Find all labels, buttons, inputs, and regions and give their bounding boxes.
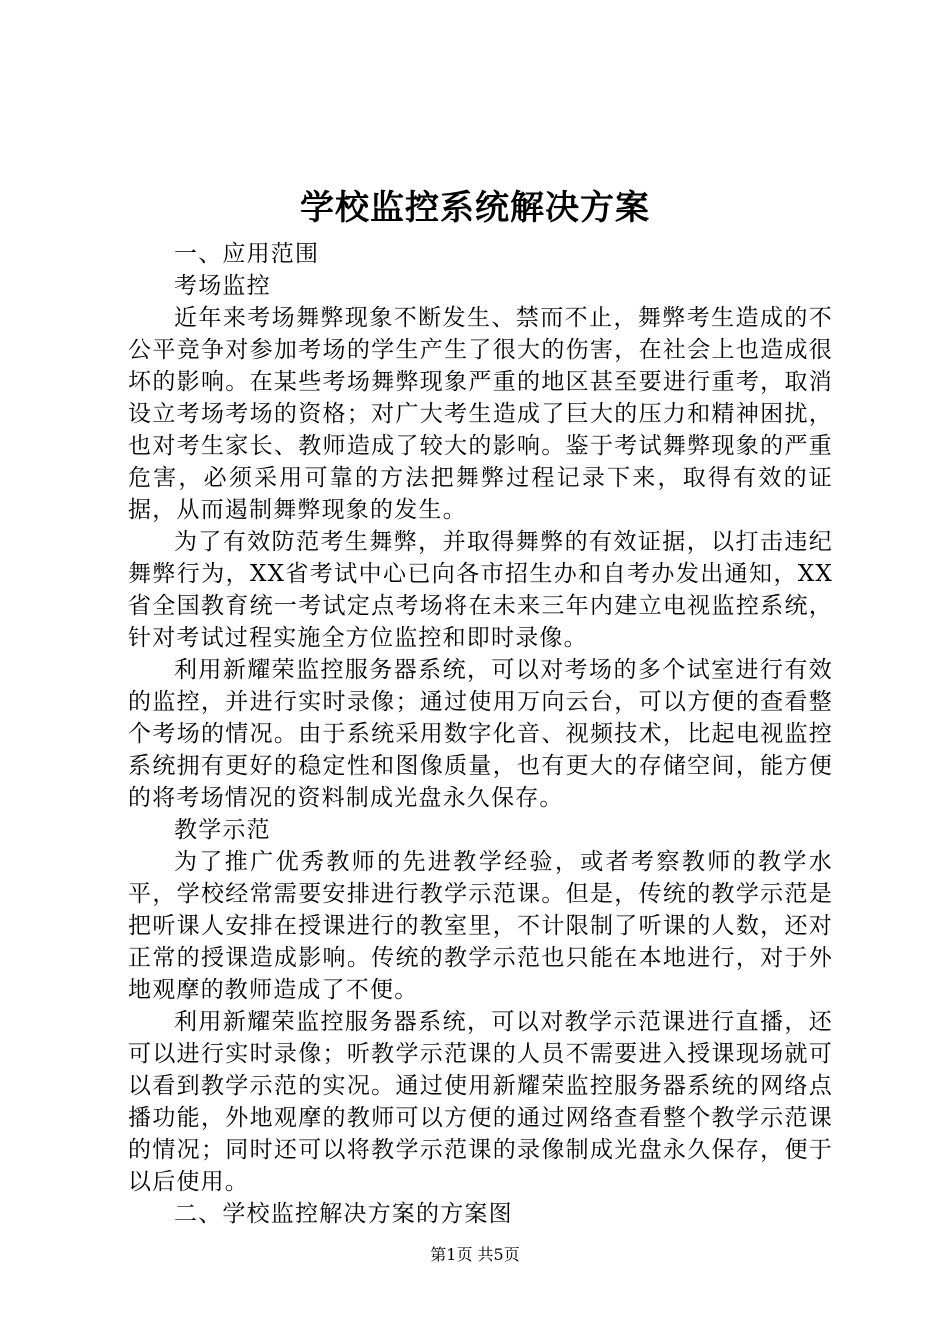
document-body: [128, 238, 833, 1230]
page-number-footer: 第1页 共5页: [430, 1245, 520, 1264]
document-title: 学校监控系统解决方案: [300, 188, 650, 228]
section-heading-solution-diagram: 二、学校监控解决方案的方案图: [174, 1201, 513, 1227]
subheading-exam-monitoring: 考场监控: [174, 273, 271, 299]
subheading-teaching-demo: 教学示范: [174, 817, 271, 843]
paragraph-teaching-demo-intro: 为了推广优秀教师的先进教学经验，或者考察教师的教学水平，学校经常需要安排进行教学示范课。但是，传统的教学示范是把听课人安排在授课进行的教室里，不计限制了听课的人数，还对正常的授课造成影响。传统的教学示范也只能在本地进行，对于外地观摩的教师造成了不便。: [128, 849, 833, 1003]
section-heading-scope: 一、应用范围: [174, 241, 320, 267]
paragraph-exam-server-system: 利用新耀荣监控服务器系统，可以对考场的多个试室进行有效的监控，并进行实时录像；通过使用万向云台，可以方便的查看整个考场的情况。由于系统采用数字化音、视频技术，比起电视监控系统拥有更好的稳定性和图像质量，也有更大的存储空间，能方便的将考场情况的资料制成光盘永久保存。: [128, 657, 833, 811]
paragraph-exam-cheating: 近年来考场舞弊现象不断发生、禁而不止，舞弊考生造成的不公平竞争对参加考场的学生产生了很大的伤害，在社会上也造成很坏的影响。在某些考场舞弊现象严重的地区甚至要进行重考，取消设立考场考场的资格；对广大考生造成了巨大的压力和精神困扰，也对考生家长、教师造成了较大的影响。鉴于考试舞弊现象的严重危害，必须采用可靠的方法把舞弊过程记录下来，取得有效的证据，从而遏制舞弊现象的发生。: [128, 305, 833, 523]
paragraph-exam-prevention: 为了有效防范考生舞弊，并取得舞弊的有效证据，以打击违纪舞弊行为，XX省考试中心已向各市招生办和自考办发出通知，XX省全国教育统一考试定点考场将在未来三年内建立电视监控系统，针对考试过程实施全方位监控和即时录像。: [128, 529, 833, 651]
paragraph-teaching-demo-server: 利用新耀荣监控服务器系统，可以对教学示范课进行直播，还可以进行实时录像；听教学示范课的人员不需要进入授课现场就可以看到教学示范的实况。通过使用新耀荣监控服务器系统的网络点播功能，外地观摩的教师可以方便的通过网络查看整个教学示范课的情况；同时还可以将教学示范课的录像制成光盘永久保存，便于以后使用。: [128, 1009, 833, 1195]
